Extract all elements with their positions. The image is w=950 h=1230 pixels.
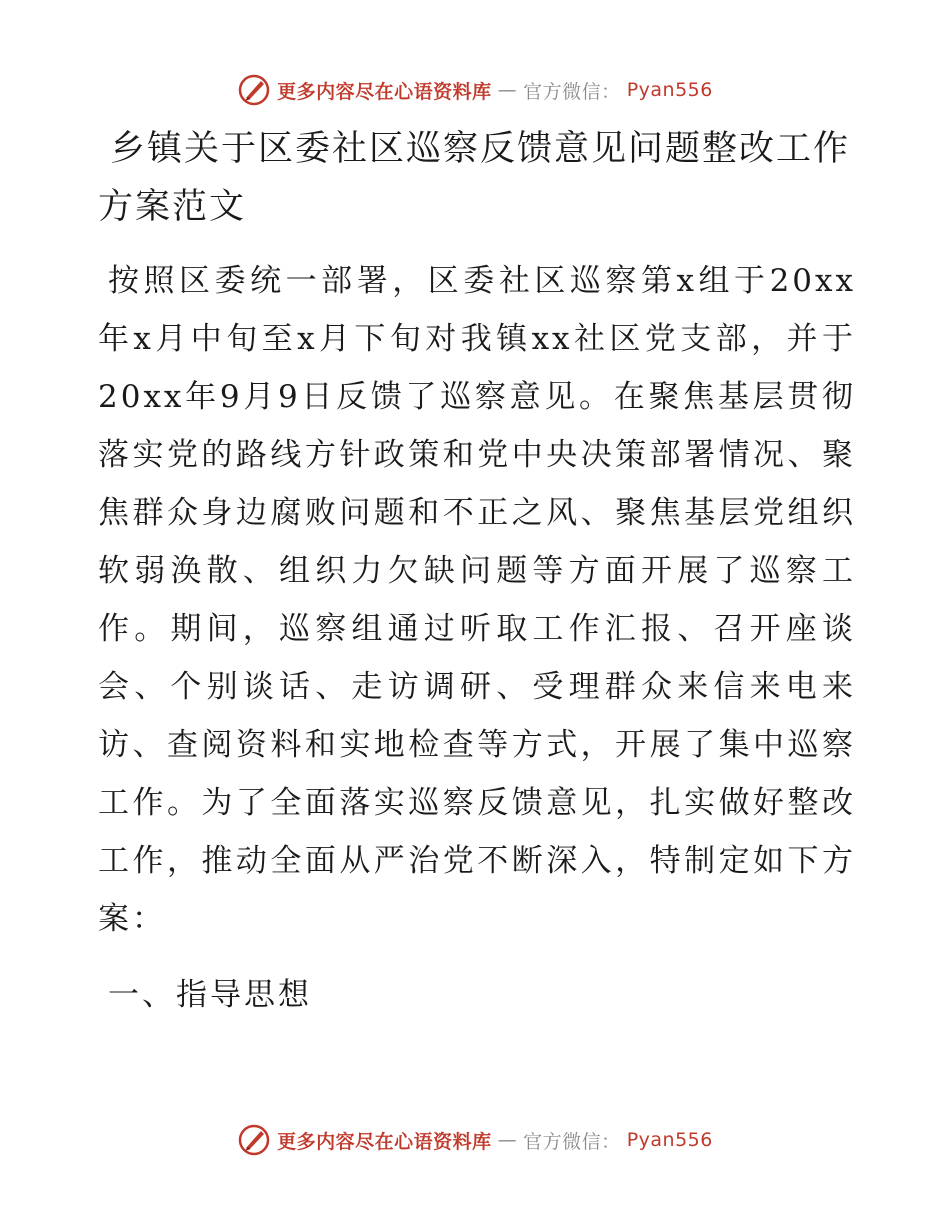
- banner-slogan: 更多内容尽在心语资料库: [277, 1130, 492, 1153]
- banner-wechat-label: 官方微信：: [523, 1130, 621, 1153]
- banner-wechat-id: Pyan556: [626, 1129, 713, 1151]
- quill-circle-logo-icon: [237, 73, 271, 107]
- banner-wechat-id: Pyan556: [626, 79, 713, 101]
- document-title: 乡镇关于区委社区巡察反馈意见问题整改工作方案范文: [98, 129, 851, 227]
- body-paragraph: 按照区委统一部署，区委社区巡察第x组于20xx年x月中旬至x月下旬对我镇xx社区党支部，并于20xx年9月9日反馈了巡察意见。在聚焦基层贯彻落实党的路线方针政策和党中央决策部署情况、聚焦群众身边腐败问题和不正之风、聚焦基层党组织软弱涣散、组织力欠缺问题等方面开展了巡察工作。期间，巡察组通过听取工作汇报、召开座谈会、个别谈话、走访调研、受理群众来信来电来访、查阅资料和实地检查等方式，开展了集中巡察工作。为了全面落实巡察反馈意见，扎实做好整改工作，推动全面从严治党不断深入，特制定如下方案：: [98, 263, 856, 937]
- quill-circle-logo-icon: [237, 1123, 271, 1157]
- banner-dash: —: [497, 1129, 518, 1151]
- footer-banner: [0, 1122, 950, 1158]
- banner-dash: —: [497, 79, 518, 101]
- header-banner: [0, 72, 950, 108]
- banner-slogan: 更多内容尽在心语资料库: [277, 80, 492, 103]
- banner-wechat-label: 官方微信：: [523, 80, 621, 103]
- section-heading-guiding-ideology: 一、指导思想: [108, 977, 312, 1013]
